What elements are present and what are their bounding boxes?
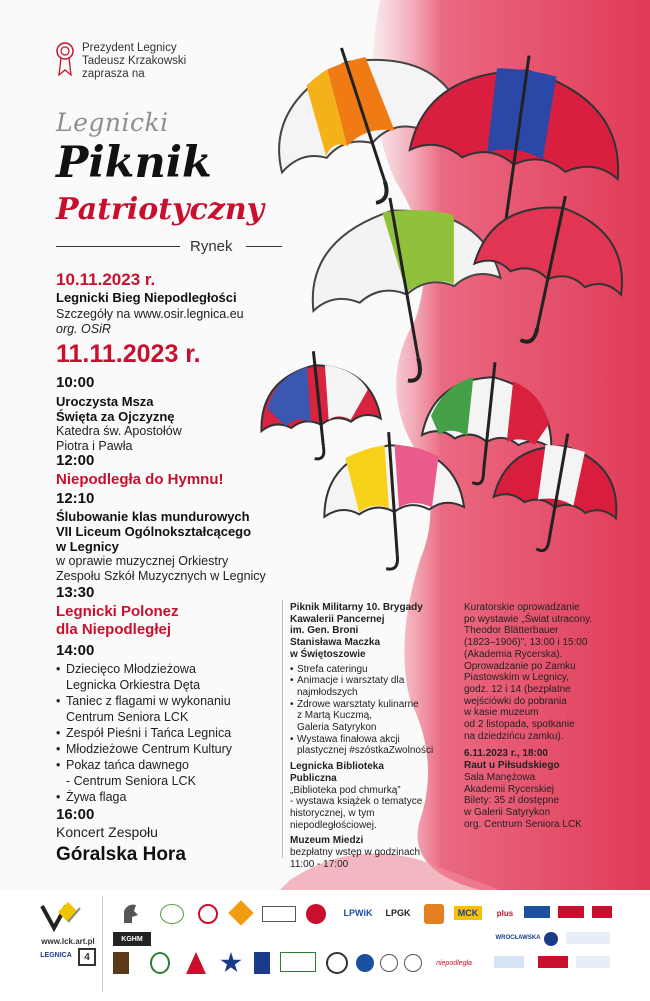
date-day1: 10.11.2023 r. <box>56 270 156 289</box>
host-line-1: Prezydent Legnicy <box>82 42 177 54</box>
shield-logo <box>113 952 129 974</box>
logo-divider <box>102 896 103 992</box>
green-emblem-logo <box>150 952 170 974</box>
triangle-logo <box>186 952 206 974</box>
military-h5: w Świętoszowie <box>290 648 366 660</box>
list-item: • Wystawa finałowa akcji plastycznej #szóstkaZwolności <box>290 734 458 757</box>
navy-dot-logo <box>544 932 558 946</box>
day1-event: Legnicki Bieg Niepodległości <box>56 290 237 305</box>
list-item: • Młodzieżowe Centrum Kultury <box>56 741 296 757</box>
police-logo <box>254 952 270 974</box>
star-logo <box>220 952 242 974</box>
museum-line: (Akademia Rycerska). <box>464 648 563 660</box>
lck-logo <box>38 898 94 934</box>
raut-line: Akademii Rycerskiej <box>464 783 555 795</box>
red-small-logo <box>592 906 612 918</box>
museum-line: po wystawie „Świat utracony. <box>464 613 593 625</box>
raut-date: 6.11.2023 r., 18:00 <box>464 748 548 760</box>
portal-logo <box>566 932 610 944</box>
web-logo <box>576 956 610 968</box>
lpwik-logo: LPWiK <box>343 908 373 918</box>
military-h2: Kawalerii Pancernej <box>290 613 385 625</box>
raut-line: org. Centrum Seniora LCK <box>464 818 582 830</box>
red-circle-logo <box>198 904 218 924</box>
plus-logo: plus <box>496 908 514 918</box>
library-h1: Legnicka Biblioteka <box>290 761 384 773</box>
tank-logo <box>280 952 316 972</box>
museum-h: Muzeum Miedzi <box>290 835 364 847</box>
time-1600: 16:00 <box>56 806 95 823</box>
library-d2: - wystawa książek o tematyce <box>290 796 423 808</box>
raut-line: Sala Manężowa <box>464 771 536 783</box>
venue: Rynek <box>190 238 233 255</box>
military-list <box>290 664 458 758</box>
legnica-logo: LEGNICA <box>40 951 72 959</box>
knight-logo <box>115 900 145 926</box>
grey-circle-logo-2 <box>404 954 422 972</box>
item-1000-place-2: Piotra i Pawła <box>56 439 133 453</box>
library-d4: niepodległościowej. <box>290 819 377 831</box>
museum-d2: 11:00 - 17:00 <box>290 858 349 870</box>
item-1210 <box>56 490 286 584</box>
time-1200: 12:00 <box>56 452 95 469</box>
orange-logo <box>228 900 253 925</box>
museum-d1: bezpłatny wstęp w godzinach <box>290 847 421 859</box>
green-logo <box>160 904 184 924</box>
title-legnicki: Legnicki <box>56 108 169 137</box>
list-item: • Pokaz tańca dawnego - Centrum Seniora LCK <box>56 757 296 789</box>
day1-block <box>56 290 296 336</box>
military-h3: im. Gen. Broni <box>290 625 359 637</box>
list-item: • Żywa flaga <box>56 789 296 805</box>
museum-line: w kasie muzeum <box>464 707 539 719</box>
military-h4: Stanisława Maczka <box>290 637 381 649</box>
host-block <box>56 42 186 81</box>
museum-line: godz. 12 i 14 (bezpłatne <box>464 683 571 695</box>
lck-site: www.lck.art.pl <box>41 936 95 946</box>
knight-icon <box>118 901 142 925</box>
item-1210-title-1: Ślubowanie klas mundurowych <box>56 509 250 524</box>
item-1330-title-2: dla Niepodległej <box>56 621 172 638</box>
day1-org: org. OSiR <box>56 322 111 336</box>
item-1400-list <box>56 661 296 805</box>
host-line-3: zaprasza na <box>82 68 145 80</box>
time-1000: 10:00 <box>56 374 95 391</box>
number-logo: 4 <box>78 948 96 966</box>
sponsor-logos <box>0 890 650 1001</box>
item-1600-band: Góralska Hora <box>56 844 186 865</box>
museum-line: na dziedzińcu zamku). <box>464 730 564 742</box>
item-1000-title-2: Święta za Ojczyznę <box>56 409 175 424</box>
item-1600-line: Koncert Zespołu <box>56 824 158 840</box>
raut-line: w Galerii Satyrykon <box>464 806 551 818</box>
item-1330-title-1: Legnicki Polonez <box>56 603 179 620</box>
item-1000-place-1: Katedra św. Apostołów <box>56 424 182 438</box>
music-logo <box>424 904 444 924</box>
host-text <box>82 42 186 81</box>
item-1210-title-3: w Legnicy <box>56 539 119 554</box>
grey-circle-logo <box>380 954 398 972</box>
list-item: • Zdrowe warsztaty kulinarne z Martą Kuczmą, Galeria Satyrykon <box>290 699 458 734</box>
list-item: • Dziecięco Młodzieżowa Legnicka Orkiestra Dęta <box>56 661 296 693</box>
museum-line: Kuratorskie oprowadzanie <box>464 602 580 613</box>
museum-line: (1823–1906)”, 13:00 i 15:00 <box>464 637 588 649</box>
time-1210: 12:10 <box>56 490 95 507</box>
item-1330 <box>56 584 296 639</box>
blue-logo <box>524 906 550 918</box>
date-day2: 11.11.2023 r. <box>56 340 201 368</box>
wroclawska-logo: WROCŁAWSKA <box>495 935 541 941</box>
library-d1: „Biblioteka pod chmurką” <box>290 784 401 796</box>
red-dot-logo <box>306 904 326 924</box>
item-1200-title: Niepodległa do Hymnu! <box>56 471 224 488</box>
venue-rule-right <box>246 246 282 247</box>
title-piknik: Piknik <box>56 138 212 188</box>
item-1210-desc-2: Zespołu Szkół Muzycznych w Legnicy <box>56 569 266 583</box>
host-line-2: Tadeusz Krzakowski <box>82 55 187 67</box>
list-item: • Animacje i warsztaty dla najmłodszych <box>290 675 458 698</box>
list-item: • Taniec z flagami w wykonaniu Centrum Seniora LCK <box>56 693 296 725</box>
raut-title: Raut u Piłsudskiego <box>464 760 560 772</box>
lpgk-logo: LPGK <box>385 908 411 918</box>
kghm-logo: KGHM <box>113 932 151 946</box>
academy-logo <box>326 952 348 974</box>
red-bar-logo <box>538 956 568 968</box>
library-h2: Publiczna <box>290 772 337 784</box>
museum-line: Theodor Blätterbauer <box>464 625 559 637</box>
military-h1: Piknik Militarny 10. Brygady <box>290 602 423 613</box>
museum-line: od 2 listopada, spotkanie <box>464 719 575 731</box>
library-d3: historycznej, w tym <box>290 807 375 819</box>
column-divider <box>282 600 283 858</box>
item-1000 <box>56 374 296 454</box>
list-item: • Zespół Pieśni i Tańca Legnica <box>56 725 296 741</box>
rosette-icon <box>56 42 74 76</box>
museum-line: Oprowadzanie po Zamku <box>464 660 576 672</box>
list-item: • Strefa cateringu <box>290 664 458 676</box>
museum-column <box>464 602 640 830</box>
day1-details: Szczegóły na www.osir.legnica.eu <box>56 307 244 321</box>
blue-circle-logo <box>356 954 374 972</box>
museum-line: wejściówki do pobrania <box>464 695 567 707</box>
item-1000-title-1: Uroczysta Msza <box>56 394 154 409</box>
item-1600 <box>56 806 296 866</box>
mck-logo: MCK <box>454 906 482 920</box>
military-picnic-column <box>290 602 458 870</box>
time-1330: 13:30 <box>56 584 95 601</box>
gallery-logo <box>262 906 296 922</box>
item-1400 <box>56 642 296 805</box>
title-patriotyczny: Patriotyczny <box>56 192 265 227</box>
museum-line: Piastowskim w Legnicy, <box>464 672 569 684</box>
light-logo <box>494 956 524 968</box>
raut-line: Bilety: 35 zł dostępne <box>464 795 560 807</box>
item-1200 <box>56 452 296 489</box>
item-1210-desc-1: w oprawie muzycznej Orkiestry <box>56 554 229 568</box>
time-1400: 14:00 <box>56 642 95 659</box>
venue-rule-left <box>56 246 180 247</box>
red-logo <box>558 906 584 918</box>
item-1210-title-2: VII Liceum Ogólnokształcącego <box>56 524 252 539</box>
niepodlegla-logo: niepodległa <box>436 959 472 967</box>
